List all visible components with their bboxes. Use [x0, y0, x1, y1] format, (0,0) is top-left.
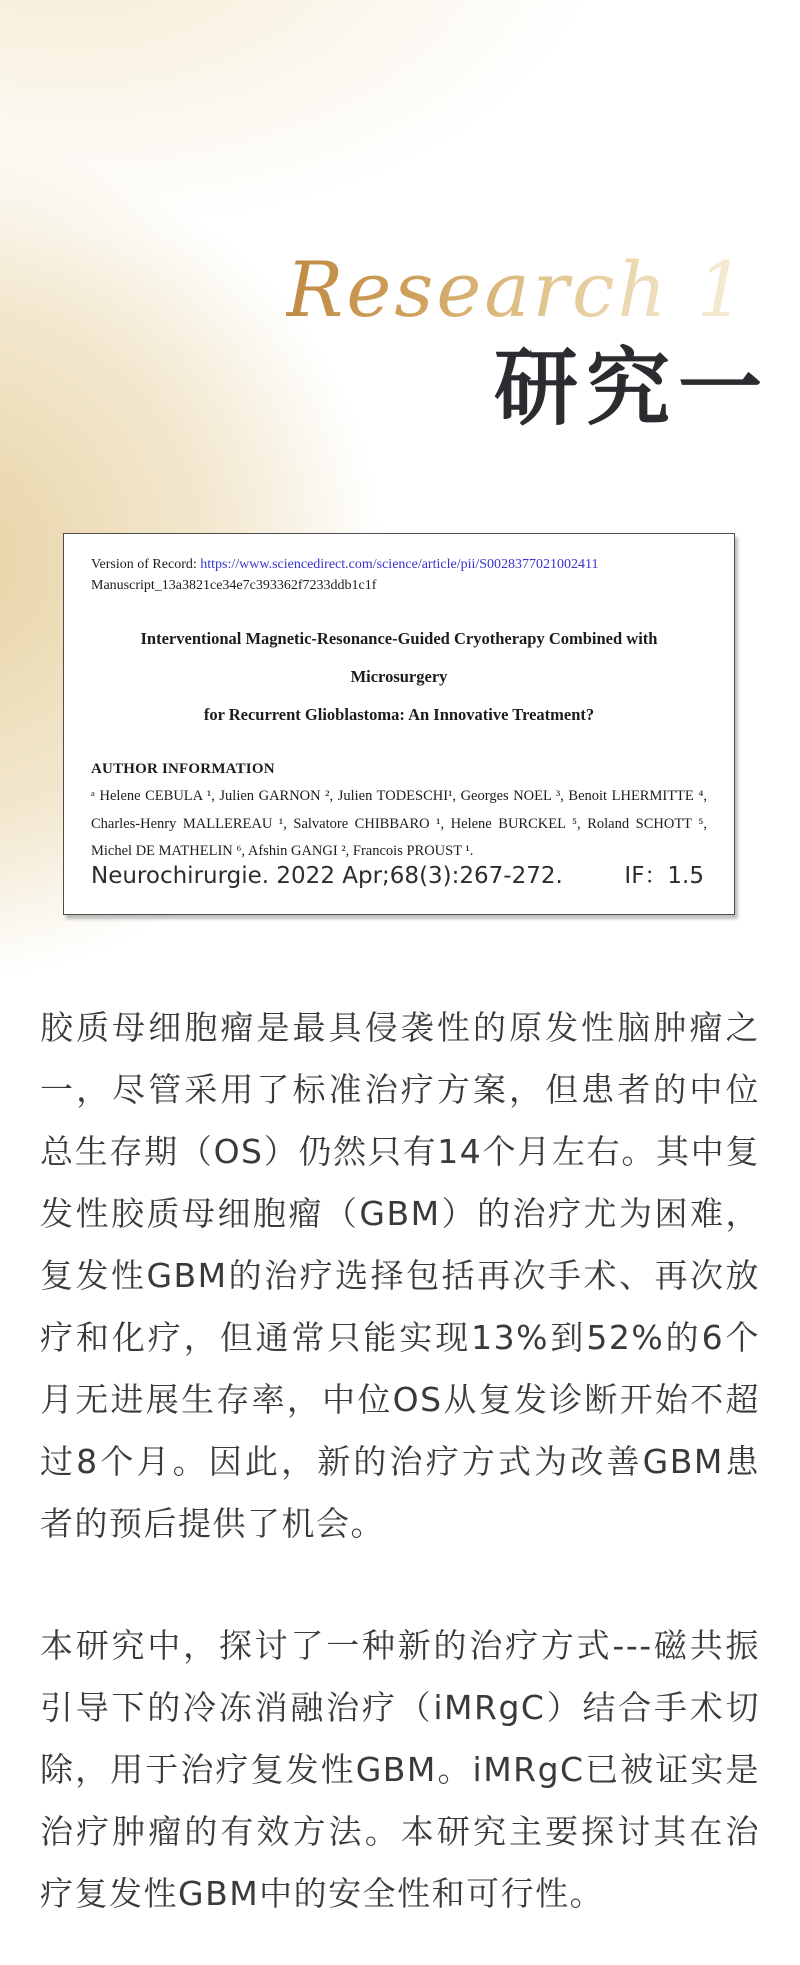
version-of-record-link[interactable]: https://www.sciencedirect.com/science/article/pii/S0028377021002411 — [200, 557, 599, 572]
paper-title — [91, 620, 707, 734]
author-information-heading: AUTHOR INFORMATION — [91, 761, 275, 777]
paper-title-line2: for Recurrent Glioblastoma: An Innovative Treatment? — [203, 705, 595, 724]
paper-citation-card — [63, 533, 735, 915]
body-paragraph-1: 胶质母细胞瘤是最具侵袭性的原发性脑肿瘤之一，尽管采用了标准治疗方案，但患者的中位总生存期（OS）仍然只有14个月左右。其中复发性胶质母细胞瘤（GBM）的治疗尤为困难，复发性GBM的治疗选择包括再次手术、再次放疗和化疗，但通常只能实现13%到52%的6个月无进展生存率，中位OS从复发诊断开始不超过8个月。因此，新的治疗方式为改善GBM患者的预后提供了机会。 — [40, 1008, 760, 1543]
version-of-record-label: Version of Record: — [91, 557, 201, 572]
journal-citation: Neurochirurgie. 2022 Apr;68(3):267-272. — [91, 863, 563, 889]
impact-factor: IF：1.5 — [624, 863, 704, 889]
article-body — [40, 997, 760, 1925]
section-script-title: Research 1 — [286, 245, 748, 334]
section-cn-title: 研究一 — [493, 338, 770, 437]
citation-row — [91, 857, 704, 890]
paper-title-line1: Interventional Magnetic-Resonance-Guided Cryotherapy Combined with Microsurgery — [140, 629, 658, 686]
body-paragraph-2: 本研究中，探讨了一种新的治疗方式---磁共振引导下的冷冻消融治疗（iMRgC）结合手术切除，用于治疗复发性GBM。iMRgC已被证实是治疗肿瘤的有效方法。本研究主要探讨其在治疗复发性GBM中的安全性和可行性。 — [40, 1626, 760, 1913]
manuscript-id: Manuscript_13a3821ce34e7c393362f7233ddb1c1f — [91, 578, 377, 593]
version-of-record-line — [91, 554, 707, 575]
author-list: ᵃ Helene CEBULA ¹, Julien GARNON ², Julien TODESCHI¹, Georges NOEL ³, Benoit LHERMITTE ⁴, Charles-Henry MALLEREAU ¹, Salvatore CHIBBARO ¹, Helene BURCKEL ⁵, Roland SCHOTT ⁵, Michel DE MATHELIN ⁶, Afshin GANGI ², Francois PROUST ¹. — [91, 788, 707, 859]
